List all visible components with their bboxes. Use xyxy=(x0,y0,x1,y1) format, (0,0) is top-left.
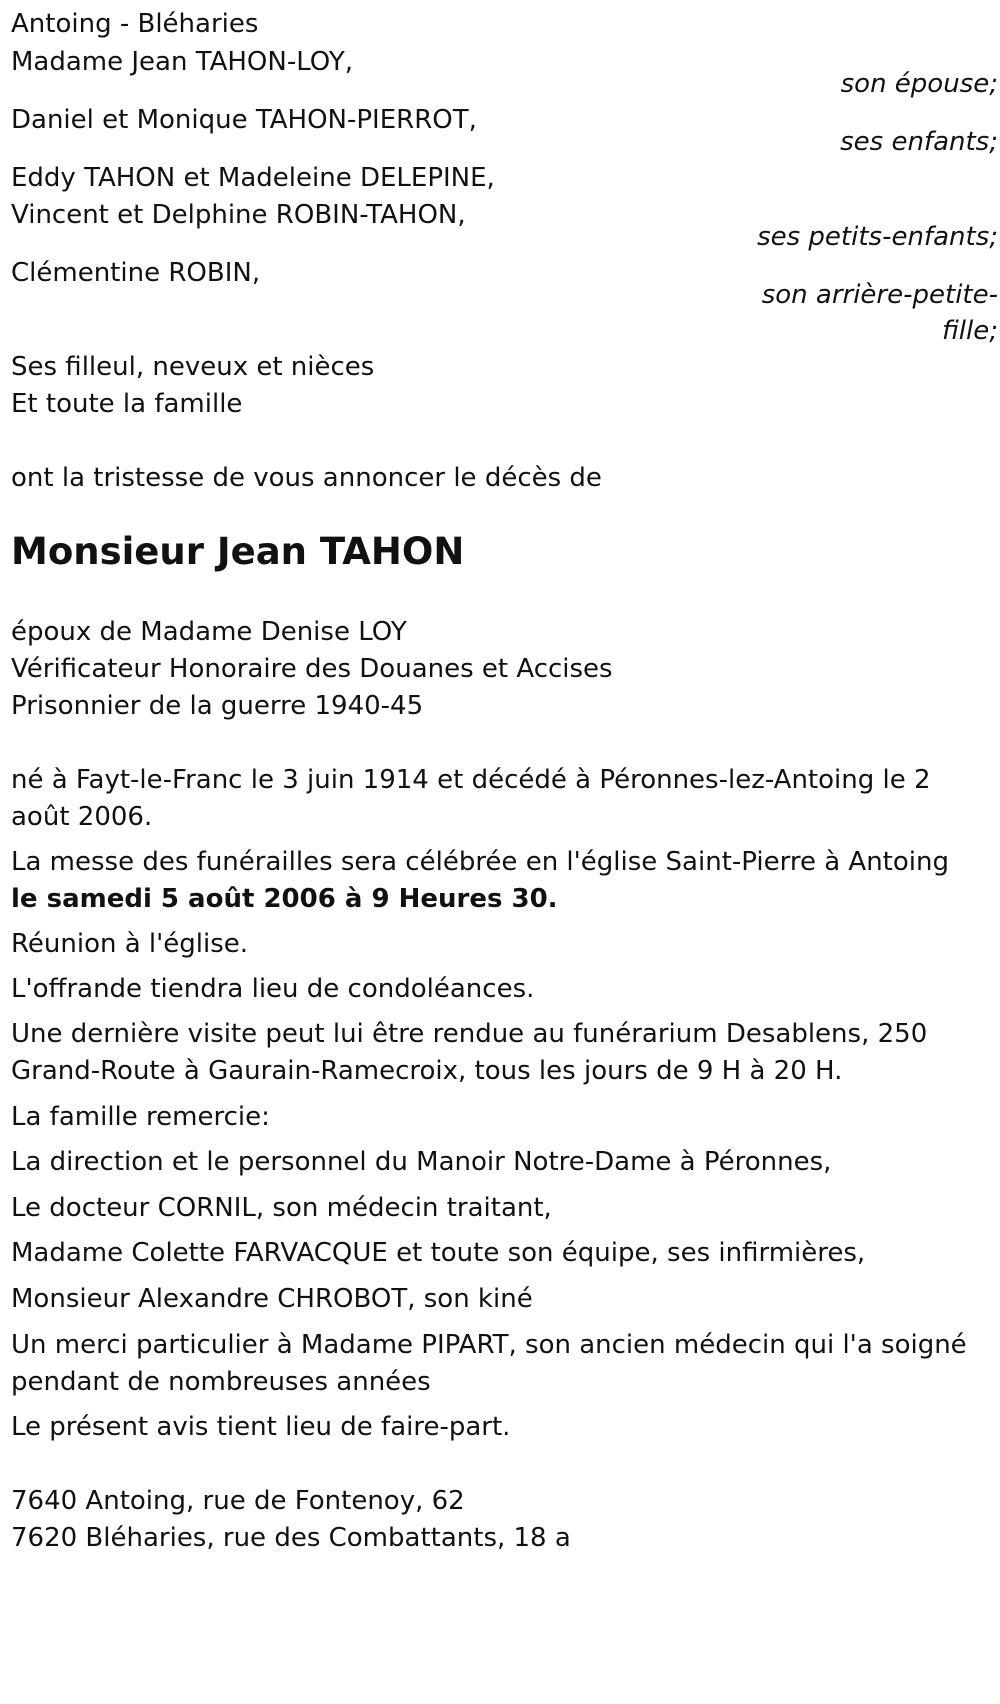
thanks-item: Monsieur Alexandre CHROBOT, son kiné xyxy=(11,1284,533,1314)
address-bleharies: 7620 Bléharies, rue des Combattants, 18 a xyxy=(11,1523,571,1553)
visit-line-2: Grand-Route à Gaurain-Ramecroix, tous les jours de 9 H à 20 H. xyxy=(11,1056,843,1086)
announcement: ont la tristesse de vous annoncer le décès de xyxy=(11,463,602,493)
family-name-great-grandchild: Clémentine ROBIN, xyxy=(11,258,261,288)
funeral-text: La messe des funérailles sera célébrée en l'église Saint-Pierre à Antoing xyxy=(11,847,949,877)
location-heading: Antoing - Bléharies xyxy=(11,9,259,39)
relation-great-grandchild-line-1: son arrière-petite- xyxy=(761,280,998,310)
family-name-grandchild-1: Eddy TAHON et Madeleine DELEPINE, xyxy=(11,163,495,193)
deceased-detail-prisoner: Prisonnier de la guerre 1940-45 xyxy=(11,691,424,721)
thanks-item: Madame Colette FARVACQUE et toute son équipe, ses infirmières, xyxy=(11,1238,866,1268)
thanks-special-line-2: pendant de nombreuses années xyxy=(11,1367,431,1397)
funeral-datetime: le samedi 5 août 2006 à 9 Heures 30. xyxy=(11,884,558,914)
offering-info: L'offrande tiendra lieu de condoléances. xyxy=(11,974,535,1004)
meeting-info: Réunion à l'église. xyxy=(11,929,249,959)
deceased-detail-spouse: époux de Madame Denise LOY xyxy=(11,617,407,647)
visit-line-1: Une dernière visite peut lui être rendue au funérarium Desablens, 250 xyxy=(11,1019,928,1049)
thanks-item: La direction et le personnel du Manoir Notre-Dame à Péronnes, xyxy=(11,1147,832,1177)
address-antoing: 7640 Antoing, rue de Fontenoy, 62 xyxy=(11,1486,465,1516)
family-name-grandchild-2: Vincent et Delphine ROBIN-TAHON, xyxy=(11,200,466,230)
others-line-1: Ses filleul, neveux et nièces xyxy=(11,352,375,382)
deceased-name: Monsieur Jean TAHON xyxy=(11,530,465,573)
relation-spouse: son épouse; xyxy=(840,69,998,99)
notice: Le présent avis tient lieu de faire-part. xyxy=(11,1412,511,1442)
thanks-intro: La famille remercie: xyxy=(11,1102,270,1132)
thanks-item: Le docteur CORNIL, son médecin traitant, xyxy=(11,1193,552,1223)
relation-great-grandchild-line-2: fille; xyxy=(942,316,998,346)
birth-death-line-1: né à Fayt-le-Franc le 3 juin 1914 et décédé à Péronnes-lez-Antoing le 2 xyxy=(11,765,931,795)
thanks-special-line-1: Un merci particulier à Madame PIPART, son ancien médecin qui l'a soigné xyxy=(11,1330,967,1360)
deceased-detail-profession: Vérificateur Honoraire des Douanes et Accises xyxy=(11,654,613,684)
family-name-spouse: Madame Jean TAHON-LOY, xyxy=(11,47,353,77)
relation-children: ses enfants; xyxy=(840,127,998,157)
family-name-children: Daniel et Monique TAHON-PIERROT, xyxy=(11,105,477,135)
birth-death-line-2: août 2006. xyxy=(11,802,153,832)
relation-grandchildren: ses petits-enfants; xyxy=(757,222,998,252)
others-line-2: Et toute la famille xyxy=(11,389,243,419)
